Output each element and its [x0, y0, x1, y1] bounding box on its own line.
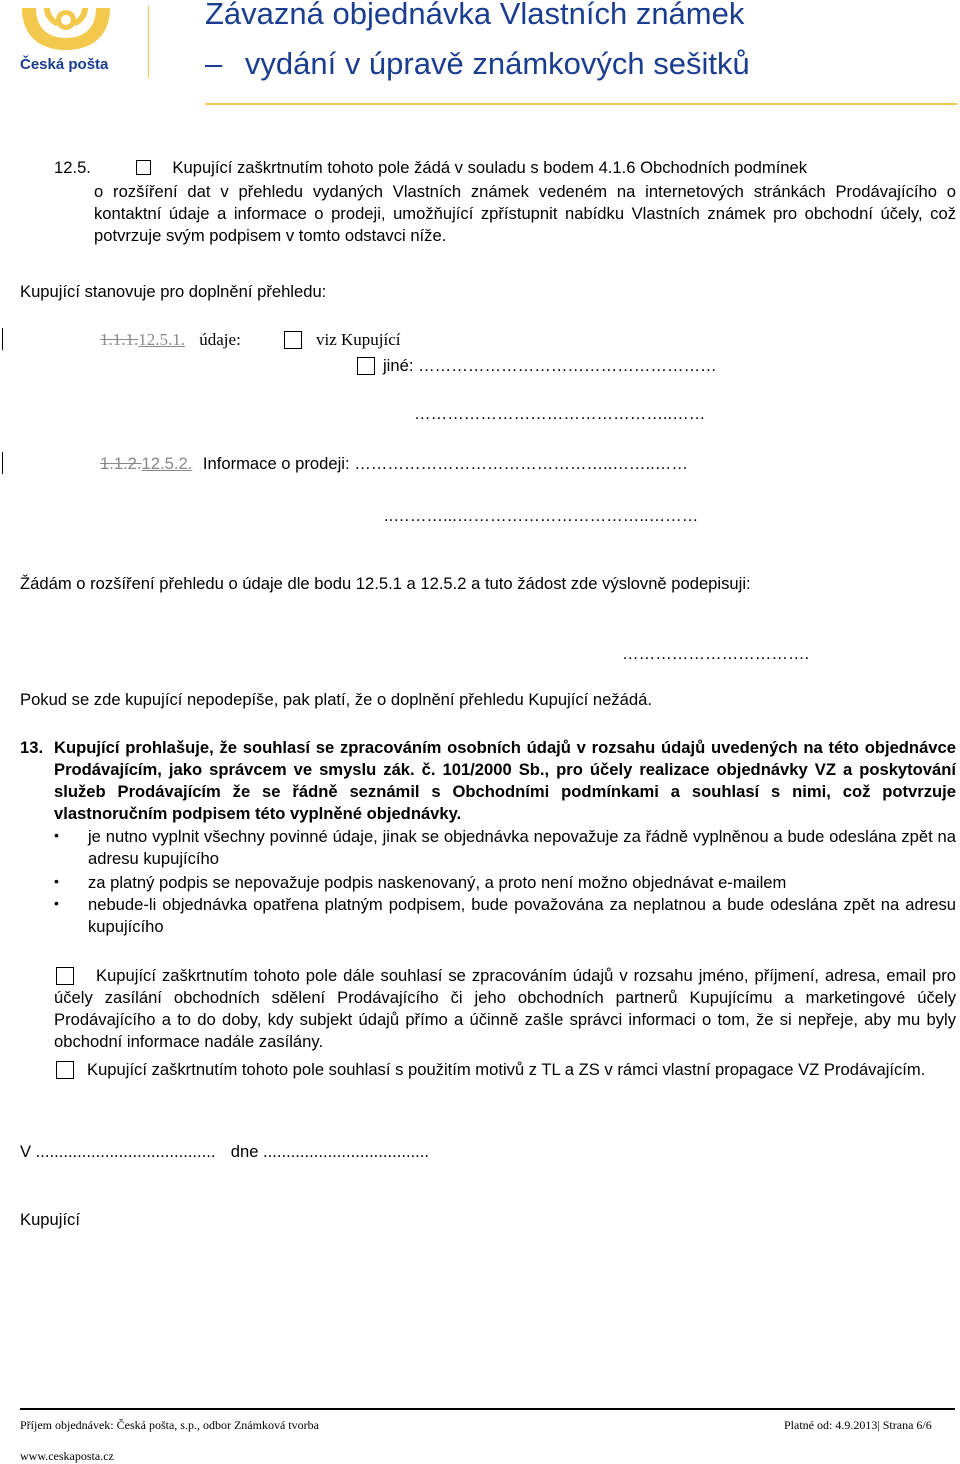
list-item: [54, 894, 956, 938]
section-13-number: 13.: [20, 738, 44, 757]
other-label-text: jiné:: [383, 356, 414, 375]
place-date-line: [20, 1141, 429, 1163]
change-bar: [2, 328, 3, 350]
date-field[interactable]: dne ....................................: [230, 1142, 430, 1161]
stanovuje-text: Kupující stanovuje pro doplnění přehledu:: [20, 282, 327, 301]
section-number: 12.5.: [54, 158, 91, 177]
website-link[interactable]: www.ceskaposta.cz: [20, 1449, 114, 1463]
item-12-5-2: [100, 453, 688, 475]
bullet-icon: •: [54, 827, 59, 843]
other-label: [383, 355, 717, 377]
page-number: Strana 6/6: [882, 1418, 932, 1432]
declaration-part-b: , pro účely realizace objednávky VZ a poskytování služeb Prodávajícím že se řádně seznámil s Obchodními podmínkami a souhlasí s nimi, což potvrzuje vlastnoručním podpisem této vyplněné objednávky.: [54, 760, 957, 823]
logo-text: Česká pošta: [20, 56, 109, 73]
bullet-text: nebude-li objednávka opatřena platným podpisem, bude považována za neplatnou a bude odeslána zpět na adresu kupujícího: [88, 895, 956, 936]
valid-from: Platné od: 4.9.2013: [784, 1418, 878, 1432]
motifs-consent-checkbox[interactable]: [56, 1061, 74, 1079]
page-title-line2: [205, 46, 750, 82]
declaration-part-a: Kupující prohlašuje, že souhlasí se zpracováním osobních údajů v rozsahu údajů uvedených na této objednávce Prodávajícím, jako správcem ve smyslu zák. č. 101/2000 Sb.: [54, 738, 956, 779]
bullet-icon: •: [54, 873, 59, 889]
zadam-text: Žádám o rozšíření přehledu o údaje dle bodu 12.5.1 a 12.5.2 a tuto žádost zde výslovně podepisuji:: [20, 574, 751, 593]
viz-kupujici-label: viz Kupující: [316, 330, 401, 349]
item-number-old: 1.1.1.: [100, 330, 139, 349]
change-bar: [2, 452, 3, 474]
item-label: údaje:: [199, 330, 241, 349]
title-line2-text: vydání v úpravě známkových sešitků: [244, 46, 750, 81]
section-12-5-text: o rozšíření dat v přehledu vydaných Vlastních známek vedeném na internetových stránkách Prodávajícího o kontaktní údaje a informace o prodeji, umožňující zpřístupnit nabídku Vlastních známek pro obchodní účely, což potvrzuje svým podpisem v tomto odstavci níže.: [94, 182, 956, 245]
bullet-text: je nutno vyplnit všechny povinné údaje, jinak se objednávka nepovažuje za řádně vyplněnou a bude odeslána zpět na adresu kupujícího: [88, 827, 956, 868]
buyer-label: Kupující: [20, 1210, 80, 1229]
sales-info-dots-line2[interactable]: ..………...……………………………..………: [384, 506, 699, 525]
bullet-list: [54, 826, 956, 938]
header-divider: [148, 6, 149, 78]
item-number-old: 1.1.2.: [100, 454, 142, 473]
footer-rule: [20, 1408, 955, 1410]
separator: |: [877, 1418, 880, 1432]
sales-info-dots[interactable]: ………………………………………..……..……: [354, 454, 688, 473]
header-rule: [205, 103, 957, 105]
bullet-icon: •: [54, 895, 59, 911]
place-field[interactable]: V .......................................: [20, 1142, 216, 1161]
list-item: [54, 872, 956, 894]
section-13-declaration: [54, 737, 956, 825]
section-12-5-text-first: Kupující zaškrtnutím tohoto pole žádá v souladu s bodem 4.1.6 Obchodních podmínek: [172, 158, 808, 177]
item-number-new: 12.5.1.: [138, 330, 185, 349]
item-label: Informace o prodeji:: [202, 454, 350, 473]
other-dots-line2[interactable]: ………………………………………..……: [414, 404, 706, 423]
ceska-posta-logo-icon: [20, 6, 112, 56]
other-dots[interactable]: ………………………………………………: [418, 356, 717, 375]
marketing-consent-text: Kupující zaškrtnutím tohoto pole dále souhlasí se zpracováním údajů v rozsahu jméno, příjmení, adresa, email pro účely zasílání obchodních sdělení Prodávajícího či jeho obchodních partnerů Kupujícímu a marketingové účely Prodávajícího a to do doby, kdy subjekt údajů přímo a účinně zašle správci informaci o tom, že si nepřeje, aby mu byly obchodní informace nadále zasílány.: [54, 966, 956, 1051]
section-12-5-first-line: [54, 157, 956, 179]
item-number-new: 12.5.2.: [141, 454, 193, 473]
other-checkbox[interactable]: [357, 357, 375, 375]
signature-dots[interactable]: …………………………….: [622, 644, 810, 663]
request-checkbox[interactable]: [136, 160, 151, 175]
list-item: [54, 826, 956, 870]
item-12-5-1: [100, 330, 241, 350]
page-title-line1: Závazná objednávka Vlastních známek: [205, 0, 745, 31]
bullet-text: za platný podpis se nepovažuje podpis naskenovaný, a proto není možno objednávat e-mailem: [88, 873, 787, 892]
viz-kupujici-checkbox[interactable]: [284, 331, 302, 349]
pokud-text: Pokud se zde kupující nepodepíše, pak platí, že o doplnění přehledu Kupující nežádá.: [20, 690, 652, 709]
motifs-consent-text: Kupující zaškrtnutím tohoto pole souhlasí s použitím motivů z TL a ZS v rámci vlastní propagace VZ Prodávajícím.: [87, 1060, 926, 1079]
footer-right: [784, 1418, 932, 1433]
title-dash: –: [205, 46, 223, 81]
footer-left: Příjem objednávek: Česká pošta, s.p., odbor Známková tvorba: [20, 1418, 319, 1432]
